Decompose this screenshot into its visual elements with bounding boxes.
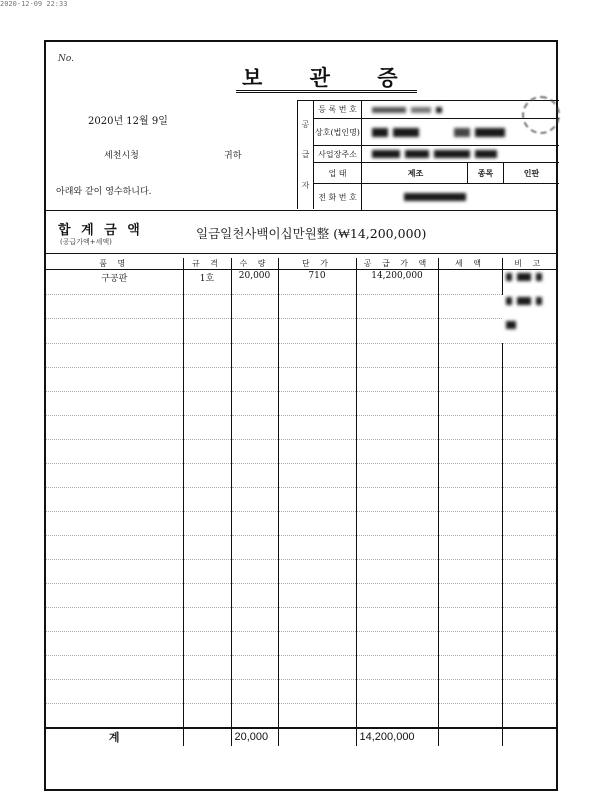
total-row-label: 계	[46, 728, 183, 746]
redacted-text	[475, 150, 497, 158]
supplier-side-char: 공	[301, 119, 310, 129]
table-row	[46, 512, 556, 536]
supplier-side-label	[298, 101, 314, 209]
redacted-text	[404, 193, 466, 201]
supplier-row-phone	[314, 184, 559, 210]
column-header-memo: 비 고	[502, 258, 556, 270]
header-timestamp: 2020-12-09 22:33	[0, 0, 68, 8]
redacted-text	[372, 128, 388, 137]
items-table	[46, 258, 556, 746]
column-header-tax: 세 액	[438, 258, 502, 270]
business-type-label: 업 태	[314, 163, 362, 183]
table-row	[46, 584, 556, 608]
document-title: 보 관 증	[236, 66, 417, 93]
business-type-values	[364, 163, 559, 183]
business-address-value	[364, 146, 559, 162]
item-spec-cell: 1호	[183, 270, 231, 295]
supplier-side-char: 급	[301, 150, 310, 160]
phone-number-label: 전 화 번 호	[314, 184, 362, 210]
total-amount-section	[46, 210, 556, 254]
total-amount-sublabel: (공급가액+세액)	[60, 238, 112, 246]
item-supply-amount-cell: 14,200,000	[356, 270, 438, 295]
supplier-row-company	[314, 119, 559, 146]
registration-number-label: 등 록 번 호	[314, 101, 362, 118]
column-header-supply-amount: 공 급 가 액	[356, 258, 438, 270]
redacted-text	[536, 273, 542, 281]
total-amount-label: 합 계 금 액	[58, 223, 143, 238]
redacted-text	[405, 150, 429, 158]
table-row	[46, 270, 556, 295]
item-name-cell: 구공판	[46, 270, 183, 295]
table-row	[46, 294, 556, 319]
table-row	[46, 344, 556, 368]
table-row	[46, 560, 556, 584]
redacted-text	[372, 107, 406, 113]
table-row	[46, 416, 556, 440]
table-row	[46, 656, 556, 680]
redacted-text	[393, 128, 419, 137]
table-row	[46, 319, 556, 344]
item-quantity-cell: 20,000	[231, 270, 278, 295]
table-row	[46, 608, 556, 632]
redacted-text	[506, 321, 516, 329]
total-amount-value: 일금일천사백이십만원整 (₩14,200,000)	[196, 226, 427, 241]
item-unit-price-cell: 710	[278, 270, 356, 295]
column-header-item: 품 명	[46, 258, 183, 270]
redacted-text	[434, 150, 470, 158]
redacted-text	[411, 107, 431, 113]
redacted-text	[536, 297, 542, 305]
table-row	[46, 632, 556, 656]
issue-date: 2020년 12월 9일	[88, 116, 168, 127]
item-memo-cell	[502, 270, 556, 344]
redacted-text	[506, 273, 512, 281]
redacted-text	[436, 107, 442, 113]
table-row	[46, 464, 556, 488]
supplier-row-business-type	[314, 163, 559, 184]
business-item-label: 종목	[468, 163, 504, 183]
table-row	[46, 704, 556, 728]
business-address-label: 사업장주소	[314, 146, 362, 162]
table-row	[46, 368, 556, 392]
supplier-info-box	[297, 100, 559, 209]
table-row	[46, 440, 556, 464]
phone-number-value	[364, 184, 559, 210]
redacted-text	[372, 150, 400, 158]
table-row	[46, 392, 556, 416]
company-name-label: 상호(법인명)	[314, 119, 362, 145]
receipt-statement: 아래와 같이 영수하니다.	[56, 187, 152, 197]
redacted-text	[454, 128, 470, 137]
business-item-value: 인판	[523, 167, 540, 178]
total-quantity-cell: 20,000	[231, 728, 278, 746]
supplier-row-address	[314, 146, 559, 163]
item-tax-cell	[438, 270, 502, 295]
business-type-value: 제조	[364, 163, 468, 183]
redacted-text	[475, 128, 505, 137]
redacted-text	[506, 297, 512, 305]
custody-receipt-form	[44, 40, 558, 791]
table-row	[46, 488, 556, 512]
recipient-honorific: 귀하	[224, 151, 242, 161]
column-header-unit-price: 단 가	[278, 258, 356, 270]
column-header-quantity: 수 량	[231, 258, 278, 270]
redacted-text	[517, 297, 531, 305]
supplier-side-char: 자	[301, 181, 310, 191]
table-row	[46, 680, 556, 704]
table-row	[46, 536, 556, 560]
table-total-row	[46, 728, 556, 746]
document-number-label: No.	[58, 54, 74, 64]
column-header-spec: 규 격	[183, 258, 231, 270]
recipient-name: 세천시청	[104, 151, 139, 161]
redacted-text	[517, 273, 531, 281]
seal-stamp	[522, 96, 560, 134]
total-supply-amount-cell: 14,200,000	[356, 728, 438, 746]
table-header-row	[46, 258, 556, 270]
